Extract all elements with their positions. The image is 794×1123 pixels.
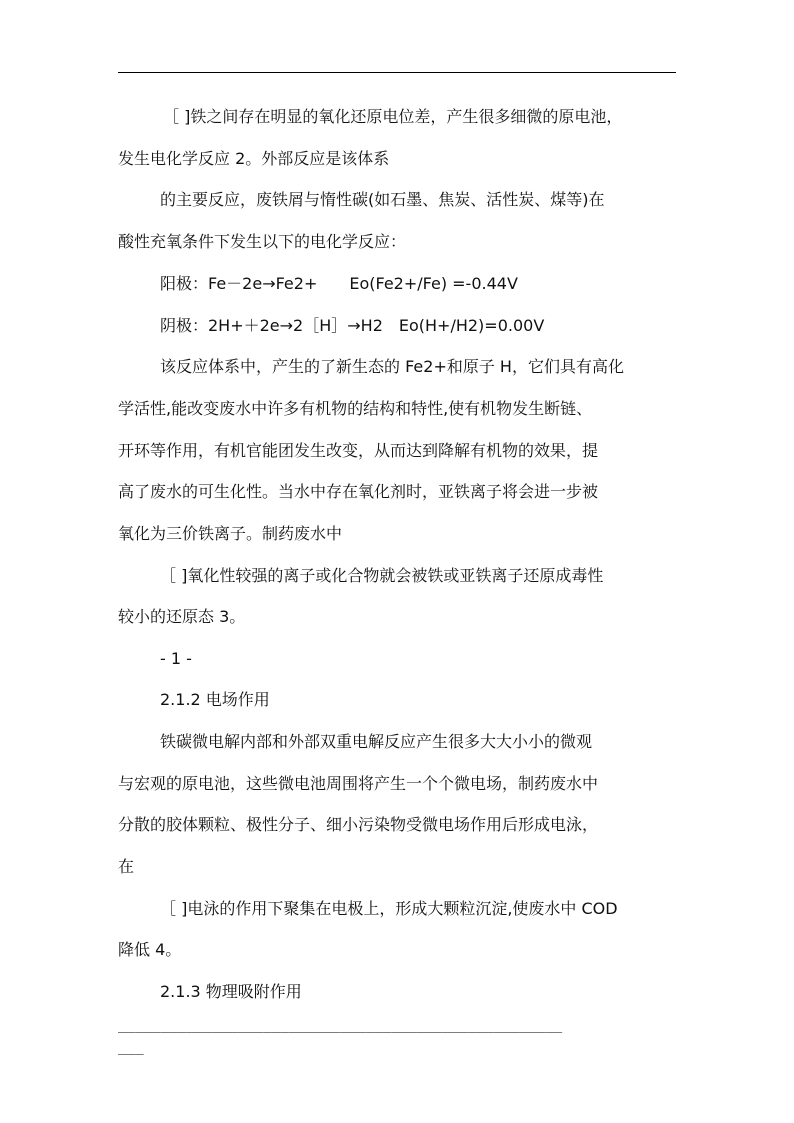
paragraph-line: 铁碳微电解内部和外部双重电解反应产生很多大大小小的微观 [160, 732, 593, 751]
equation-cathode: 阴极：2H+＋2e→2［H］→H2 Eo(H+/H2)=0.00V [160, 316, 545, 335]
footer-dash-line: ___ [118, 1039, 144, 1055]
paragraph-line: 的主要反应，废铁屑与惰性碳(如石墨、焦炭、活性炭、煤等)在 [160, 190, 605, 209]
paragraph-line: 与宏观的原电池，这些微电池周围将产生一个个微电场，制药废水中 [118, 774, 599, 793]
paragraph-line: 该反应体系中，产生的了新生态的 Fe2+和原子 H，它们具有高化 [160, 357, 624, 376]
section-heading: 2.1.3 物理吸附作用 [160, 982, 302, 1001]
paragraph-line: ［ ]铁之间存在明显的氧化还原电位差，产生很多细微的原电池， [163, 107, 623, 126]
paragraph-line: 较小的还原态 3。 [118, 607, 246, 626]
paragraph-line: 分散的胶体颗粒、极性分子、细小污染物受微电场作用后形成电泳， [118, 815, 599, 834]
paragraph-line: 学活性,能改变废水中许多有机物的结构和特性,使有机物发生断链、 [118, 399, 593, 418]
paragraph-line: ［ ]氧化性较强的离子或化合物就会被铁或亚铁离子还原成毒性 [160, 566, 604, 585]
paragraph-line: ［ ]电泳的作用下聚集在电极上，形成大颗粒沉淀,使废水中 COD [160, 899, 618, 918]
paragraph-line: 开环等作用，有机官能团发生改变，从而达到降解有机物的效果，提 [118, 441, 599, 460]
paragraph-line: 在 [118, 857, 135, 876]
paragraph-line: 酸性充氧条件下发生以下的电化学反应： [118, 232, 407, 251]
equation-anode: 阳极：Fe－2e→Fe2+ Eo(Fe2+/Fe) =-0.44V [160, 274, 518, 293]
paragraph-line: 发生电化学反应 2。外部反应是该体系 [118, 149, 390, 168]
paragraph-line: 降低 4。 [118, 940, 182, 959]
header-rule [118, 72, 676, 73]
paragraph-line: 高了废水的可生化性。当水中存在氧化剂时，亚铁离子将会进一步被 [118, 482, 599, 501]
paragraph-line: 氧化为三价铁离子。制药废水中 [118, 524, 343, 543]
footer-dash-line: ____________________________________________________ [118, 1017, 563, 1033]
section-heading: 2.1.2 电场作用 [160, 690, 270, 709]
page-number: - 1 - [160, 649, 192, 668]
